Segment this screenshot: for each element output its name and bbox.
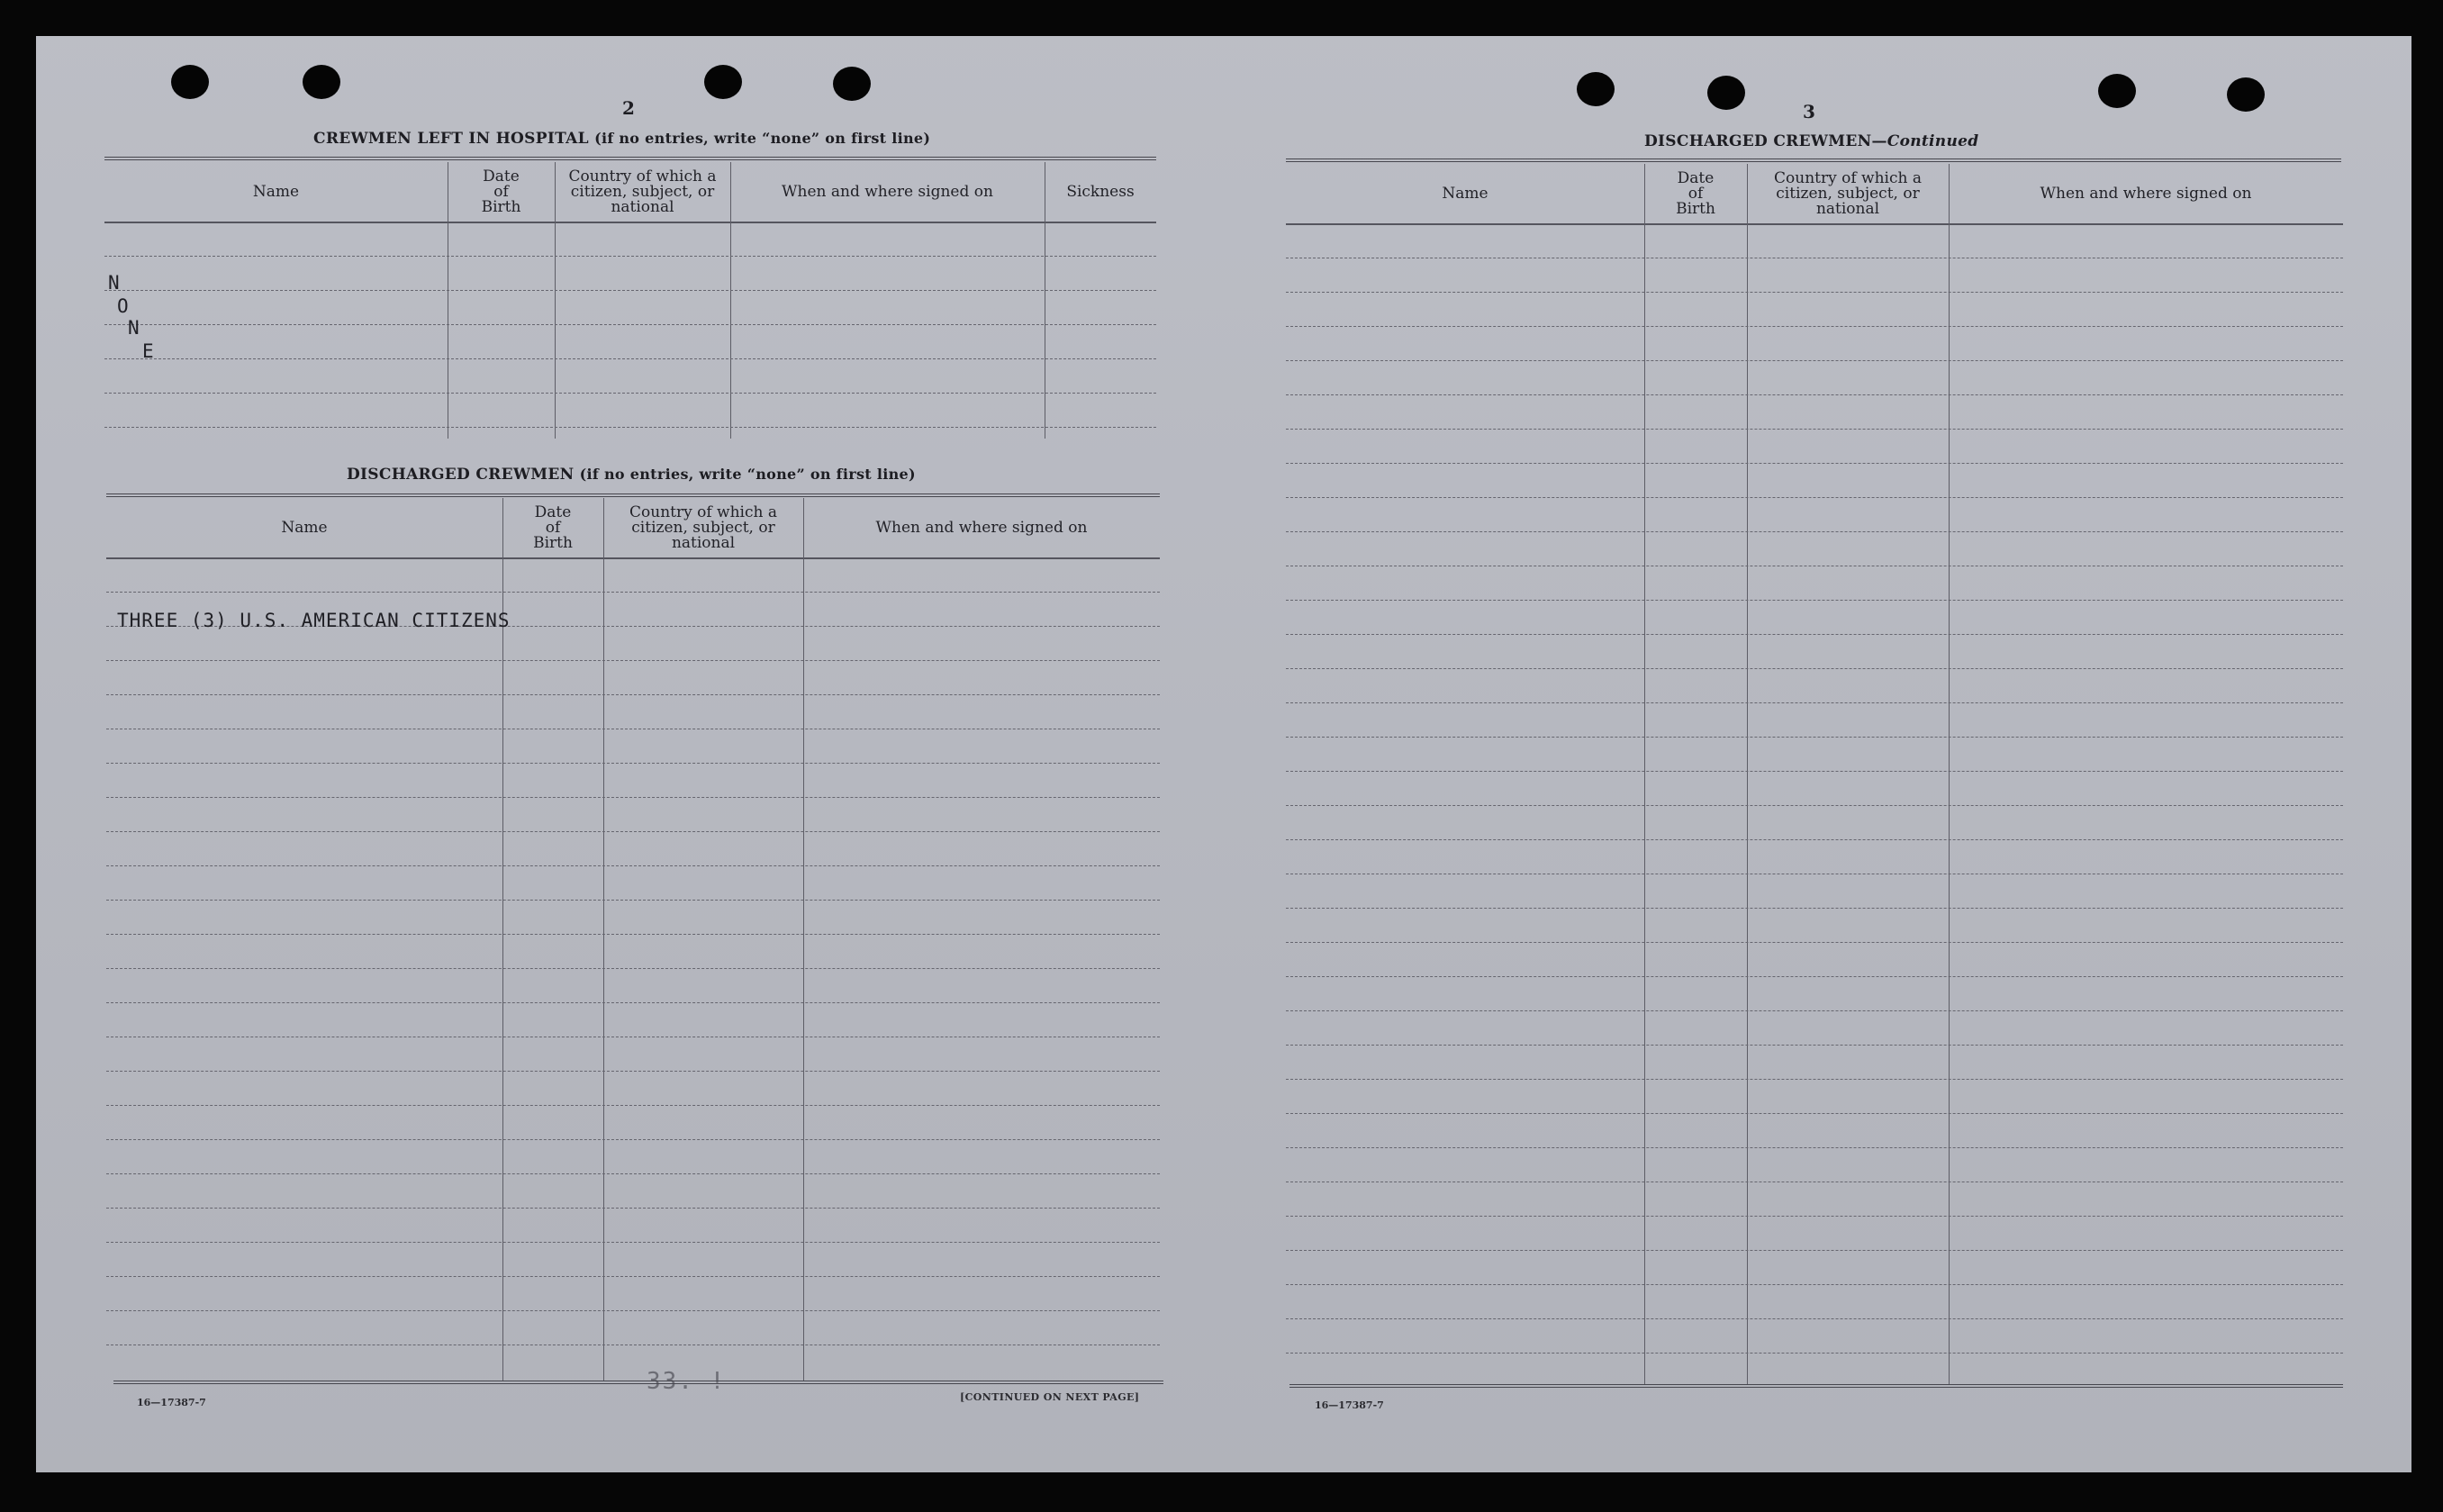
column-divider — [803, 498, 804, 1381]
column-header: Date of Birth — [533, 502, 573, 552]
table-row-line — [1286, 600, 2343, 601]
table-row-line — [106, 694, 1160, 695]
table-row-line — [106, 763, 1160, 764]
form-number-left: 16—17387-7 — [137, 1397, 206, 1408]
discharged-section-title — [347, 466, 916, 484]
table-row-line — [106, 797, 1160, 798]
continued-label: Continued — [1887, 132, 1979, 150]
column-header: When and where signed on — [782, 182, 993, 201]
punch-hole — [833, 67, 871, 101]
typed-entry-letter: E — [142, 340, 155, 362]
column-header: Name — [1442, 184, 1488, 203]
table-row-line — [104, 358, 1156, 359]
table-row-line — [1286, 531, 2343, 532]
table-row-line — [106, 1105, 1160, 1106]
discharged-title-note: (if no entries, write “none” on first line) — [579, 466, 916, 483]
column-divider — [603, 498, 604, 1381]
discharged-title-text: DISCHARGED CREWMEN — [347, 466, 575, 484]
table-row-line — [1286, 771, 2343, 772]
punch-hole — [2098, 74, 2136, 108]
table-row-line — [1286, 360, 2343, 361]
column-header: Sickness — [1066, 182, 1135, 201]
table-row-line — [1286, 1250, 2343, 1251]
discharged-table — [106, 498, 1160, 1395]
continued-footer: [CONTINUED ON NEXT PAGE] — [960, 1391, 1140, 1403]
table-row-line — [1286, 839, 2343, 840]
column-header: Name — [281, 518, 328, 537]
section-rule — [106, 493, 1160, 497]
table-row-line — [1286, 497, 2343, 498]
discharged-continued-table — [1286, 164, 2343, 1384]
column-divider — [1747, 164, 1748, 1384]
document-sheet — [36, 36, 2411, 1472]
table-row-line — [1286, 942, 2343, 943]
discharged-cont-title-text: DISCHARGED CREWMEN— — [1644, 132, 1887, 150]
table-row-line — [1286, 702, 2343, 703]
column-header: Country of which a citizen, subject, or national — [629, 502, 777, 552]
ink-smudge: 33. ! — [647, 1368, 727, 1395]
column-divider — [1949, 164, 1950, 1384]
column-header: Country of which a citizen, subject, or national — [1774, 168, 1922, 218]
table-row-line — [1286, 1353, 2343, 1354]
punch-hole — [704, 65, 742, 99]
table-row-line — [106, 865, 1160, 866]
hospital-title-text: CREWMEN LEFT IN HOSPITAL — [313, 130, 589, 148]
table-row-line — [106, 1208, 1160, 1209]
table-row-line — [1286, 326, 2343, 327]
column-header: When and where signed on — [875, 518, 1088, 537]
table-row-line — [106, 1002, 1160, 1003]
punch-hole — [1707, 76, 1745, 110]
table-row-line — [1286, 634, 2343, 635]
table-row-line — [106, 831, 1160, 832]
table-row-line — [106, 1276, 1160, 1277]
typed-entry-letter: O — [117, 295, 130, 317]
column-header: Name — [252, 182, 300, 201]
table-row-line — [1286, 1318, 2343, 1319]
table-row-line — [106, 1310, 1160, 1311]
section-rule — [1286, 158, 2341, 162]
table-row-line — [106, 968, 1160, 969]
typed-entry-text: THREE (3) U.S. AMERICAN CITIZENS — [117, 610, 511, 631]
table-row-line — [106, 592, 1160, 593]
table-row-line — [104, 393, 1156, 394]
column-header: Country of which a citizen, subject, or national — [568, 167, 717, 216]
page-number-right: 3 — [1803, 101, 1815, 122]
table-row-line — [106, 1242, 1160, 1243]
table-row-line — [1286, 1045, 2343, 1046]
table-row-line — [1286, 1147, 2343, 1148]
column-header: Date of Birth — [481, 167, 521, 216]
bottom-rule — [1289, 1384, 2343, 1388]
table-row-line — [1286, 463, 2343, 464]
page-number-left: 2 — [622, 97, 635, 119]
table-row-line — [106, 934, 1160, 935]
punch-hole — [1577, 72, 1615, 106]
table-row-line — [1286, 1079, 2343, 1080]
table-row-line — [1286, 908, 2343, 909]
discharged-continued-title — [1644, 132, 1978, 150]
hospital-title-note: (if no entries, write “none” on first line) — [594, 130, 931, 147]
column-header: When and where signed on — [2040, 184, 2252, 203]
table-row-line — [104, 427, 1156, 428]
punch-hole — [171, 65, 209, 99]
table-row-line — [1286, 429, 2343, 430]
typed-entry-letter: N — [128, 317, 140, 339]
table-row-line — [106, 660, 1160, 661]
table-row-line — [1286, 394, 2343, 395]
table-row-line — [104, 290, 1156, 291]
table-row-line — [106, 1139, 1160, 1140]
hospital-section-title — [313, 130, 930, 148]
punch-hole — [303, 65, 340, 99]
column-divider — [1644, 164, 1645, 1384]
form-number-right: 16—17387-7 — [1315, 1399, 1384, 1411]
table-row-line — [104, 324, 1156, 325]
table-row-line — [1286, 737, 2343, 738]
typed-entry-letter: N — [108, 272, 121, 294]
bottom-rule — [113, 1381, 1163, 1384]
table-row-line — [104, 256, 1156, 257]
section-rule — [104, 157, 1156, 160]
table-row-line — [1286, 292, 2343, 293]
table-row-line — [1286, 1113, 2343, 1114]
table-row-line — [106, 900, 1160, 901]
table-row-line — [1286, 1284, 2343, 1285]
table-row-line — [1286, 1010, 2343, 1011]
hospital-table — [104, 162, 1156, 439]
table-row-line — [106, 1071, 1160, 1072]
table-row-line — [1286, 976, 2343, 977]
column-header: Date of Birth — [1676, 168, 1715, 218]
table-row-line — [106, 1173, 1160, 1174]
table-row-line — [1286, 805, 2343, 806]
table-row-line — [1286, 1216, 2343, 1217]
table-row-line — [1286, 668, 2343, 669]
punch-hole — [2227, 77, 2265, 112]
